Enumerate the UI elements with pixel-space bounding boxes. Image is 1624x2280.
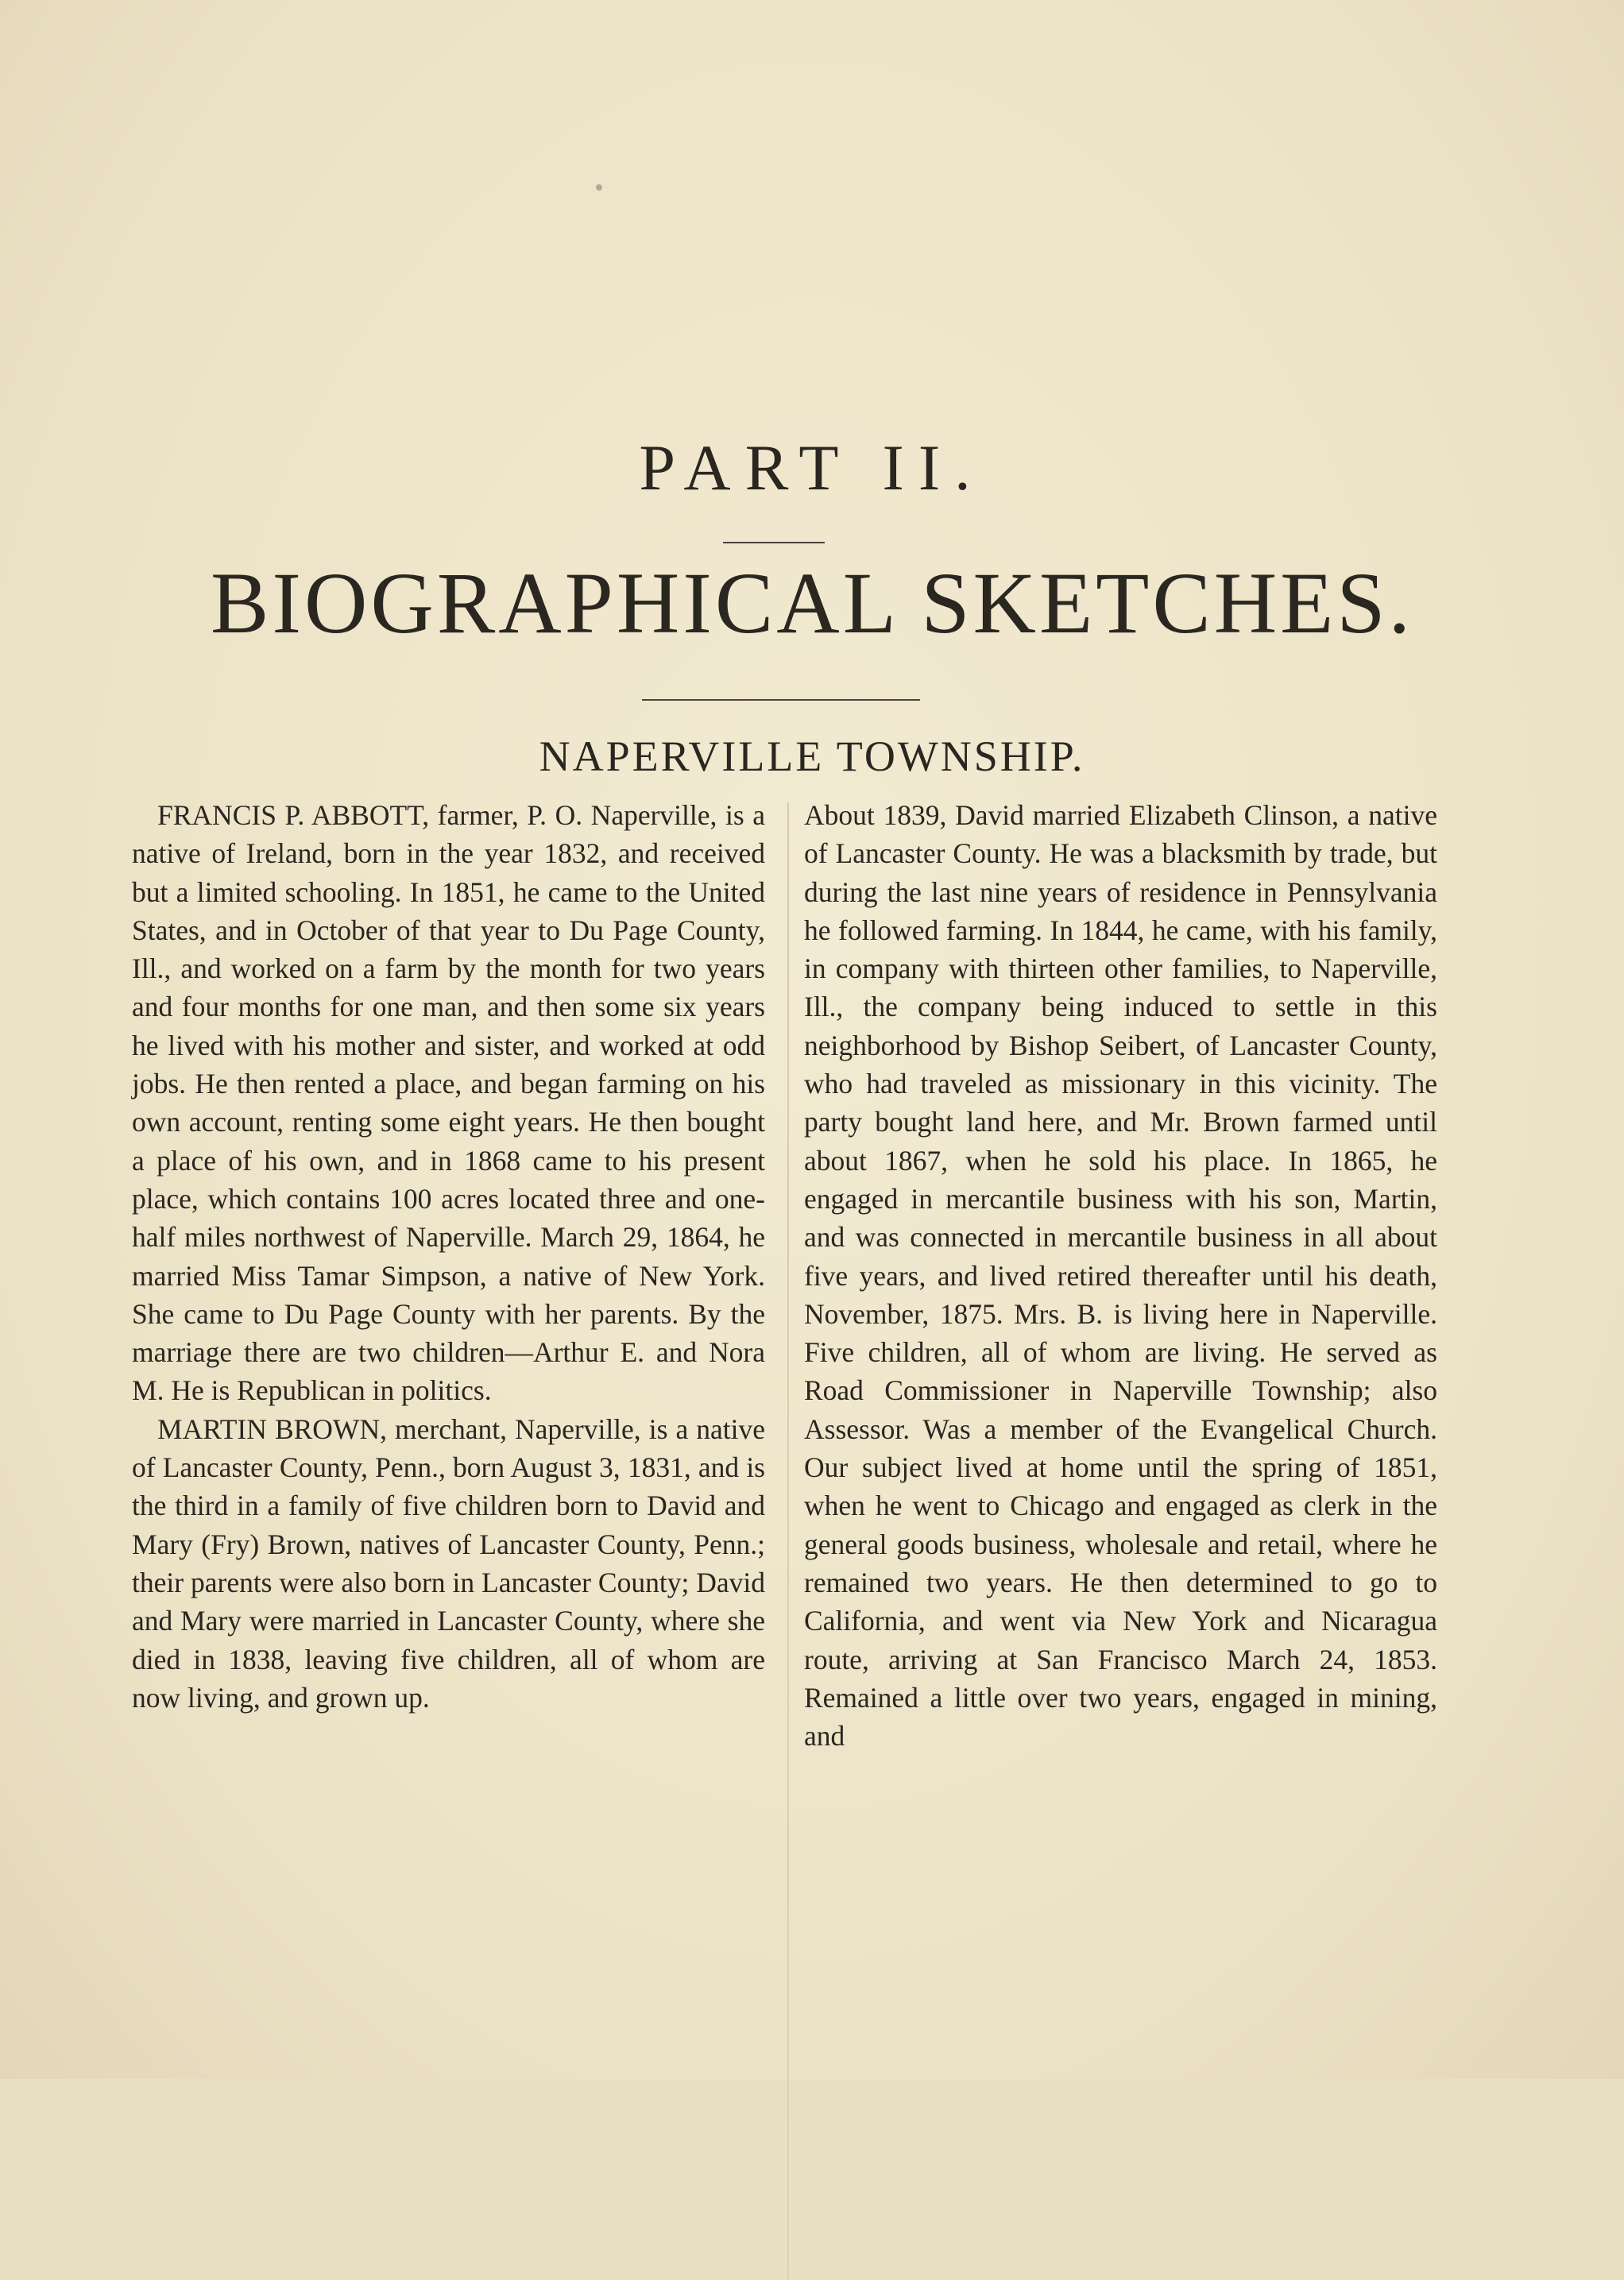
paragraph-brown-start: MARTIN BROWN, merchant, Naperville, is a native of Lancaster County, Penn., born August 3, 1831, and is the third in a family of five children born to David and Mary (Fry) Brown, natives of Lancaster County, Penn.; their parents were also born in Lancaster County; David and Mary were married in Lancaster County, where she died in 1838, leaving five children, all of whom are now living, and grown up. [132, 1412, 765, 1714]
part-heading: PART II. [639, 431, 985, 504]
title-rule [642, 699, 920, 701]
column-divider [787, 802, 789, 2280]
left-column [132, 796, 765, 1717]
section-heading: NAPERVILLE TOWNSHIP. [539, 732, 1085, 780]
right-column [804, 796, 1437, 1755]
heading-rule [723, 542, 825, 543]
paragraph-abbott: FRANCIS P. ABBOTT, farmer, P. O. Naperville, is a native of Ireland, born in the year 1832, and received but a limited schooling. In 1851, he came to the United States, and in October of that year to Du Page County, Ill., and worked on a farm by the month for two years and four months for one man, and then some six years he lived with his mother and sister, and worked at odd jobs. He then rented a place, and began farming on his own account, renting some eight years. He then bought a place of his own, and in 1868 came to his present place, which contains 100 acres located three and one-half miles northwest of Naperville. March 29, 1864, he married Miss Tamar Simpson, a native of New York. She came to Du Page County with her parents. By the marriage there are two children—Arthur E. and Nora M. He is Republican in politics. [132, 799, 765, 1407]
paragraph-brown-cont: About 1839, David married Elizabeth Clinson, a native of Lancaster County. He was a blacksmith by trade, but during the last nine years of residence in Pennsylvania he followed farming. In 1844, he came, with his family, in company with thirteen other families, to Naperville, Ill., the company being induced to settle in this neighborhood by Bishop Seibert, of Lancaster County, who had traveled as missionary in this vicinity. The party bought land here, and Mr. Brown farmed until about 1867, when he sold his place. In 1865, he engaged in mercantile business with his son, Martin, and was connected in mercantile business in all about five years, and lived retired thereafter until his death, November, 1875. Mrs. B. is living here in Naperville. Five children, all of whom are living. He served as Road Commissioner in Naperville Township; also Assessor. Was a member of the Evangelical Church. Our subject lived at home until the spring of 1851, when he went to Chicago and engaged as clerk in the general goods business, wholesale and retail, where he remained two years. He then determined to go to California, and went via New York and Nicaragua route, arriving at San Francisco March 24, 1853. Remained a little over two years, engaged in mining, and [804, 799, 1437, 1753]
paper-speck [596, 184, 602, 191]
main-title: BIOGRAPHICAL SKETCHES. [210, 555, 1414, 651]
